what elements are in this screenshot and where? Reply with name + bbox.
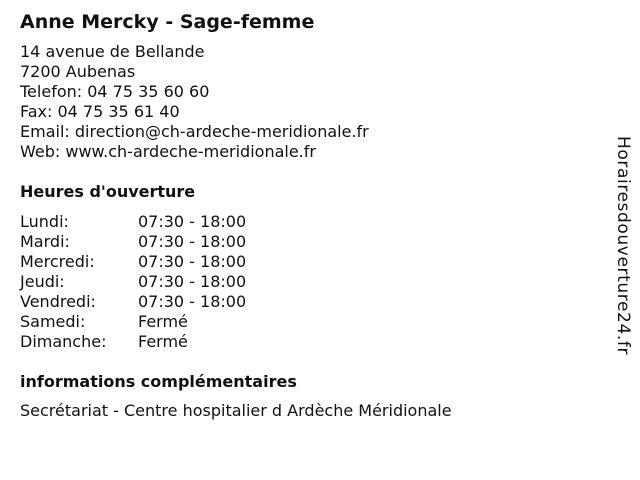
hours-time: Fermé [138,312,188,331]
phone-line: Telefon: 04 75 35 60 60 [20,82,210,101]
hours-day: Vendredi: [20,292,96,311]
hours-row-lundi [20,212,600,232]
web-line: Web: www.ch-ardeche-meridionale.fr [20,142,316,161]
hours-row-dimanche [20,332,600,352]
side-brand-text: Horairesdouverture24.fr [613,136,633,356]
hours-row-mercredi [20,252,600,272]
contact-block [20,42,600,162]
hours-day: Lundi: [20,212,69,231]
hours-day: Jeudi: [20,272,65,291]
fax-line: Fax: 04 75 35 61 40 [20,102,180,121]
hours-time: 07:30 - 18:00 [138,292,247,311]
email-line: Email: direction@ch-ardeche-meridionale.fr [20,122,369,141]
hours-day: Dimanche: [20,332,107,351]
info-text: Secrétariat - Centre hospitalier d Ardèche Méridionale [20,401,452,420]
page-title: Anne Mercky - Sage-femme [20,11,315,33]
side-brand-watermark [612,136,636,372]
hours-time: 07:30 - 18:00 [138,272,247,291]
hours-heading: Heures d'ouverture [20,182,196,201]
hours-day: Mercredi: [20,252,95,271]
address-city: 7200 Aubenas [20,62,136,81]
hours-table [20,212,600,352]
hours-row-mardi [20,232,600,252]
info-heading: informations complémentaires [20,372,297,391]
hours-time: 07:30 - 18:00 [138,252,247,271]
business-card [20,10,600,421]
hours-row-jeudi [20,272,600,292]
hours-day: Mardi: [20,232,70,251]
hours-row-vendredi [20,292,600,312]
hours-time: Fermé [138,332,188,351]
hours-time: 07:30 - 18:00 [138,212,247,231]
address-street: 14 avenue de Bellande [20,42,205,61]
hours-row-samedi [20,312,600,332]
hours-time: 07:30 - 18:00 [138,232,247,251]
hours-day: Samedi: [20,312,86,331]
